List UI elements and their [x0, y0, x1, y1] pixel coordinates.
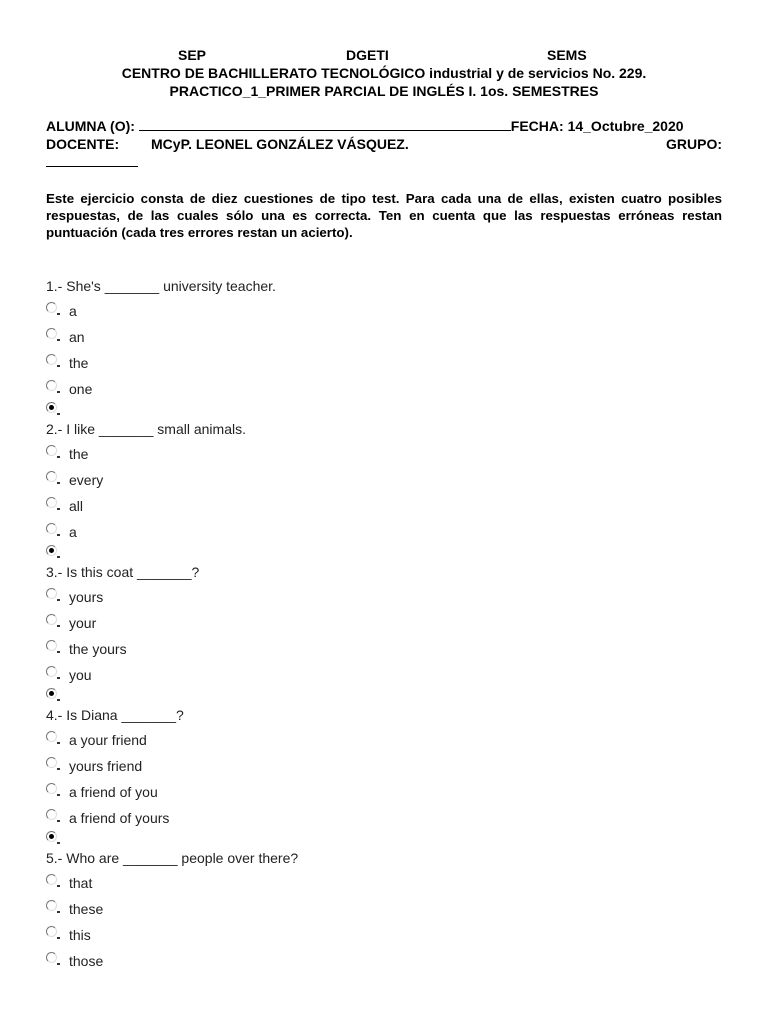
student-line [46, 118, 722, 135]
group-label: GRUPO: [666, 136, 722, 152]
practice-title: PRACTICO_1_PRIMER PARCIAL DE INGLÉS I. 1os. SEMESTRES [169, 83, 599, 99]
option-label: an [69, 329, 85, 345]
radio-button-icon[interactable] [46, 614, 57, 625]
student-label: ALUMNA (O): [46, 118, 135, 134]
question-4 [46, 706, 706, 849]
option-row[interactable] [46, 350, 706, 376]
radio-selected-icon[interactable] [46, 831, 57, 842]
option-row[interactable] [46, 298, 706, 324]
option-label: a [69, 303, 77, 319]
option-label: a friend of you [69, 784, 158, 800]
question-text: 5.- Who are _______ people over there? [46, 850, 299, 866]
radio-button-icon[interactable] [46, 731, 57, 742]
option-label: the yours [69, 641, 127, 657]
radio-button-icon[interactable] [46, 354, 57, 365]
option-label: a [69, 524, 77, 540]
group-blank-line [46, 154, 722, 171]
radio-button-icon[interactable] [46, 874, 57, 885]
option-label: you [69, 667, 92, 683]
school-name: CENTRO DE BACHILLERATO TECNOLÓGICO industrial y de servicios No. 229. [121, 65, 647, 81]
question-2 [46, 420, 706, 563]
dgeti-label: DGETI [346, 47, 389, 63]
option-label: this [69, 927, 91, 943]
option-row[interactable] [46, 662, 706, 688]
option-label: that [69, 875, 93, 891]
radio-button-icon[interactable] [46, 952, 57, 963]
selected-radio-row[interactable] [46, 545, 706, 563]
option-label: the [69, 355, 89, 371]
header-agencies [0, 47, 768, 64]
option-row[interactable] [46, 610, 706, 636]
date-label: FECHA: 14_Octubre_2020 [510, 118, 684, 134]
option-label: every [69, 472, 104, 488]
selected-radio-row[interactable] [46, 402, 706, 420]
option-row[interactable] [46, 519, 706, 545]
option-row[interactable] [46, 584, 706, 610]
radio-button-icon[interactable] [46, 757, 57, 768]
question-5 [46, 849, 706, 974]
radio-button-icon[interactable] [46, 302, 57, 313]
option-label: those [69, 953, 104, 969]
option-label: all [69, 498, 84, 514]
radio-button-icon[interactable] [46, 328, 57, 339]
radio-button-icon[interactable] [46, 588, 57, 599]
option-row[interactable] [46, 805, 706, 831]
group-blank[interactable] [46, 154, 138, 167]
option-label: one [69, 381, 93, 397]
radio-button-icon[interactable] [46, 640, 57, 651]
radio-button-icon[interactable] [46, 471, 57, 482]
option-row[interactable] [46, 467, 706, 493]
question-text: 1.- She's _______ university teacher. [46, 278, 276, 294]
option-row[interactable] [46, 948, 706, 974]
selected-radio-row[interactable] [46, 688, 706, 706]
question-text: 2.- I like _______ small animals. [46, 421, 246, 437]
student-name-blank[interactable] [139, 118, 511, 131]
option-row[interactable] [46, 896, 706, 922]
question-3 [46, 563, 706, 706]
option-row[interactable] [46, 727, 706, 753]
selected-radio-row[interactable] [46, 831, 706, 849]
sep-label: SEP [178, 47, 207, 63]
option-label: a your friend [69, 732, 147, 748]
question-text: 4.- Is Diana _______? [46, 707, 184, 723]
option-label: a friend of yours [69, 810, 170, 826]
option-row[interactable] [46, 779, 706, 805]
option-label: these [69, 901, 104, 917]
option-label: yours [69, 589, 104, 605]
option-label: your [69, 615, 97, 631]
option-row[interactable] [46, 376, 706, 402]
instructions: Este ejercicio consta de diez cuestiones de tipo test. Para cada una de ellas, existen cuatro posibles respuestas, de las cuales sólo una es correcta. Ten en cuenta que las respuestas erróneas restan puntuación (cada tres errores restan un acierto). [46, 191, 722, 240]
teacher-label: DOCENTE: [46, 136, 120, 152]
radio-button-icon[interactable] [46, 926, 57, 937]
teacher-line [46, 136, 722, 153]
sems-label: SEMS [547, 47, 587, 63]
option-row[interactable] [46, 636, 706, 662]
radio-button-icon[interactable] [46, 380, 57, 391]
option-row[interactable] [46, 922, 706, 948]
option-row[interactable] [46, 870, 706, 896]
radio-selected-icon[interactable] [46, 688, 57, 699]
question-text: 3.- Is this coat _______? [46, 564, 200, 580]
radio-button-icon[interactable] [46, 445, 57, 456]
radio-button-icon[interactable] [46, 523, 57, 534]
radio-selected-icon[interactable] [46, 402, 57, 413]
option-label: yours friend [69, 758, 143, 774]
option-row[interactable] [46, 753, 706, 779]
question-list [46, 277, 706, 974]
radio-button-icon[interactable] [46, 497, 57, 508]
option-row[interactable] [46, 324, 706, 350]
teacher-name: MCyP. LEONEL GONZÁLEZ VÁSQUEZ. [151, 136, 409, 152]
option-label: the [69, 446, 89, 462]
radio-button-icon[interactable] [46, 900, 57, 911]
radio-button-icon[interactable] [46, 809, 57, 820]
radio-selected-icon[interactable] [46, 545, 57, 556]
option-row[interactable] [46, 493, 706, 519]
question-1 [46, 277, 706, 420]
radio-button-icon[interactable] [46, 783, 57, 794]
option-row[interactable] [46, 441, 706, 467]
radio-button-icon[interactable] [46, 666, 57, 677]
